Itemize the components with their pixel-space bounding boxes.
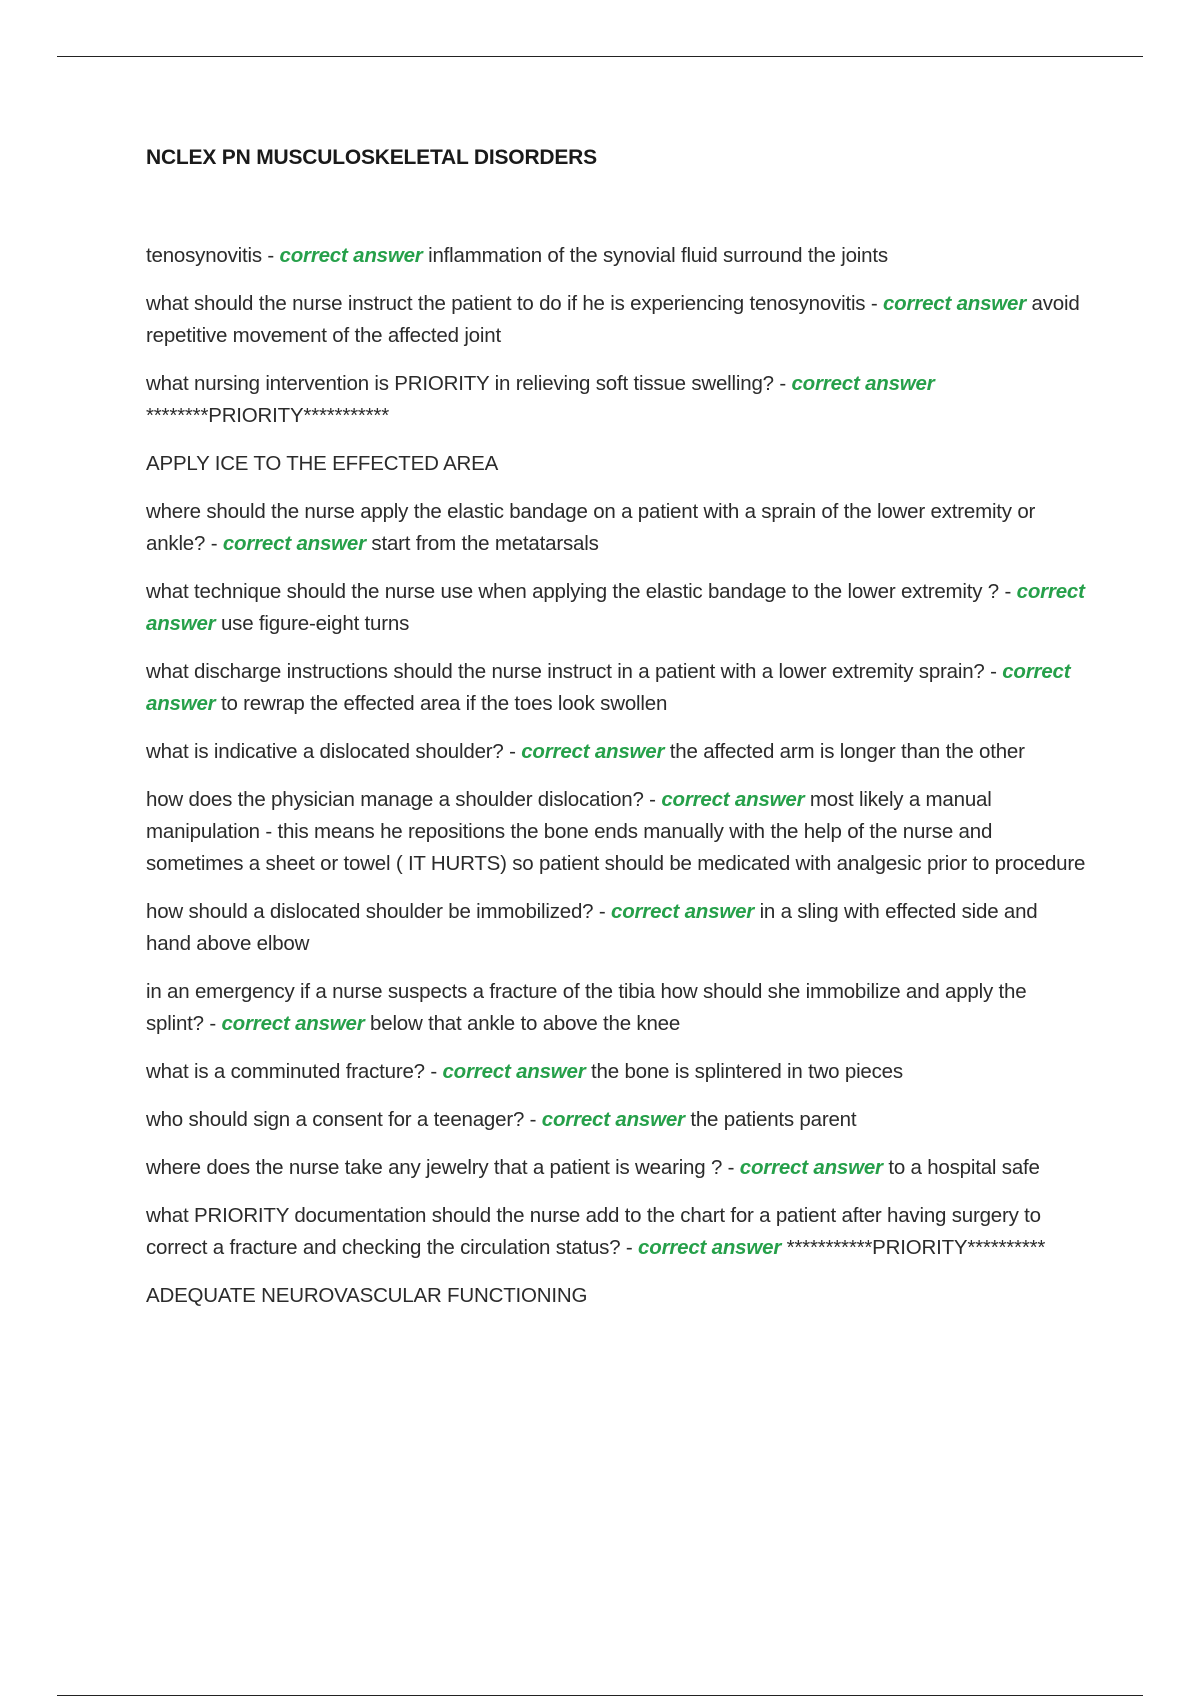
correct-answer-label: correct answer: [221, 1012, 365, 1035]
answer-text: most likely a manual manipulation - this means he repositions the bone ends manually with the help of the nurse and sometimes a sheet or towel ( IT HURTS) so patient should be medicated with analgesic prior to procedure: [146, 788, 1086, 875]
qa-entry: [146, 496, 1086, 560]
separator: -: [524, 1108, 542, 1131]
question-text: how does the physician manage a shoulder dislocation?: [146, 788, 644, 811]
question-text: what is a comminuted fracture?: [146, 1060, 425, 1083]
entry-list: [146, 240, 1086, 1312]
correct-answer-label: correct answer: [882, 292, 1027, 315]
separator: -: [722, 1156, 740, 1179]
separator: -: [773, 372, 792, 395]
answer-text: use figure-eight turns: [220, 612, 410, 635]
qa-entry: [146, 1056, 1086, 1088]
separator: -: [865, 292, 883, 315]
answer-text: start from the metatarsals: [371, 532, 599, 555]
correct-answer-label: correct answer: [611, 900, 755, 923]
correct-answer-label: correct answer: [279, 244, 423, 267]
correct-answer-label: correct answer: [661, 788, 805, 811]
separator: -: [503, 740, 522, 763]
question-text: what discharge instructions should the nurse instruct in a patient with a lower extremity sprain?: [146, 660, 985, 683]
document-title: NCLEX PN MUSCULOSKELETAL DISORDERS: [146, 146, 597, 169]
question-text: how should a dislocated shoulder be immobilized?: [146, 900, 594, 923]
separator: -: [424, 1060, 443, 1083]
qa-entry: [146, 368, 1086, 432]
correct-answer-label: correct answer: [791, 372, 935, 395]
answer-text: to rewrap the effected area if the toes look swollen: [220, 692, 668, 715]
header-rule: [57, 56, 1143, 57]
qa-entry: [146, 1200, 1086, 1264]
answer-text: ********PRIORITY***********: [146, 404, 389, 427]
separator: -: [203, 1012, 222, 1035]
qa-entry: [146, 288, 1086, 352]
separator: -: [984, 660, 1003, 683]
question-text: APPLY ICE TO THE EFFECTED AREA: [146, 452, 499, 475]
document-body: [146, 146, 1086, 1328]
correct-answer-label: correct answer: [442, 1060, 586, 1083]
correct-answer-label: correct answer: [541, 1108, 685, 1131]
qa-entry: [146, 576, 1086, 640]
correct-answer-label: correct answer: [638, 1236, 782, 1259]
question-text: where should the nurse apply the elastic bandage on a patient with a sprain of the lower extremity or ankle?: [146, 500, 1036, 555]
answer-text: ***********PRIORITY**********: [786, 1236, 1046, 1259]
question-text: in an emergency if a nurse suspects a fracture of the tibia how should she immobilize and apply the splint?: [146, 980, 1027, 1035]
question-text: what PRIORITY documentation should the nurse add to the chart for a patient after having surgery to correct a fracture and checking the circulation status?: [146, 1204, 1041, 1259]
correct-answer-label: correct answer: [739, 1156, 883, 1179]
separator: -: [643, 788, 662, 811]
question-text: who should sign a consent for a teenager?: [146, 1108, 525, 1131]
qa-entry: [146, 1280, 1086, 1312]
footer-rule: [57, 1695, 1143, 1696]
answer-text: the bone is splintered in two pieces: [591, 1060, 903, 1083]
question-text: tenosynovitis: [146, 244, 262, 267]
answer-text: inflammation of the synovial fluid surround the joints: [428, 244, 888, 267]
question-text: what nursing intervention is PRIORITY in relieving soft tissue swelling?: [146, 372, 774, 395]
question-text: ADEQUATE NEUROVASCULAR FUNCTIONING: [146, 1284, 588, 1307]
qa-entry: [146, 896, 1086, 960]
answer-text: the affected arm is longer than the other: [669, 740, 1025, 763]
correct-answer-label: correct answer: [521, 740, 665, 763]
answer-text: in a sling with effected side and hand above elbow: [146, 900, 1038, 955]
answer-text: to a hospital safe: [888, 1156, 1040, 1179]
correct-answer-label: correct answer: [146, 580, 1085, 635]
separator: -: [620, 1236, 639, 1259]
correct-answer-label: correct answer: [222, 532, 366, 555]
qa-entry: [146, 976, 1086, 1040]
qa-entry: [146, 448, 1086, 480]
separator: -: [205, 532, 223, 555]
question-text: what should the nurse instruct the patient to do if he is experiencing tenosynovitis: [146, 292, 866, 315]
answer-text: below that ankle to above the knee: [370, 1012, 681, 1035]
question-text: where does the nurse take any jewelry that a patient is wearing ?: [146, 1156, 723, 1179]
answer-text: avoid repetitive movement of the affected joint: [146, 292, 1080, 347]
question-text: what is indicative a dislocated shoulder?: [146, 740, 504, 763]
qa-entry: [146, 656, 1086, 720]
separator: -: [999, 580, 1017, 603]
separator: -: [261, 244, 280, 267]
qa-entry: [146, 736, 1086, 768]
qa-entry: [146, 1152, 1086, 1184]
question-text: what technique should the nurse use when applying the elastic bandage to the lower extremity ?: [146, 580, 1000, 603]
qa-entry: [146, 784, 1086, 880]
qa-entry: [146, 1104, 1086, 1136]
qa-entry: [146, 240, 1086, 272]
correct-answer-label: correct answer: [146, 660, 1071, 715]
separator: -: [593, 900, 611, 923]
answer-text: the patients parent: [690, 1108, 857, 1131]
